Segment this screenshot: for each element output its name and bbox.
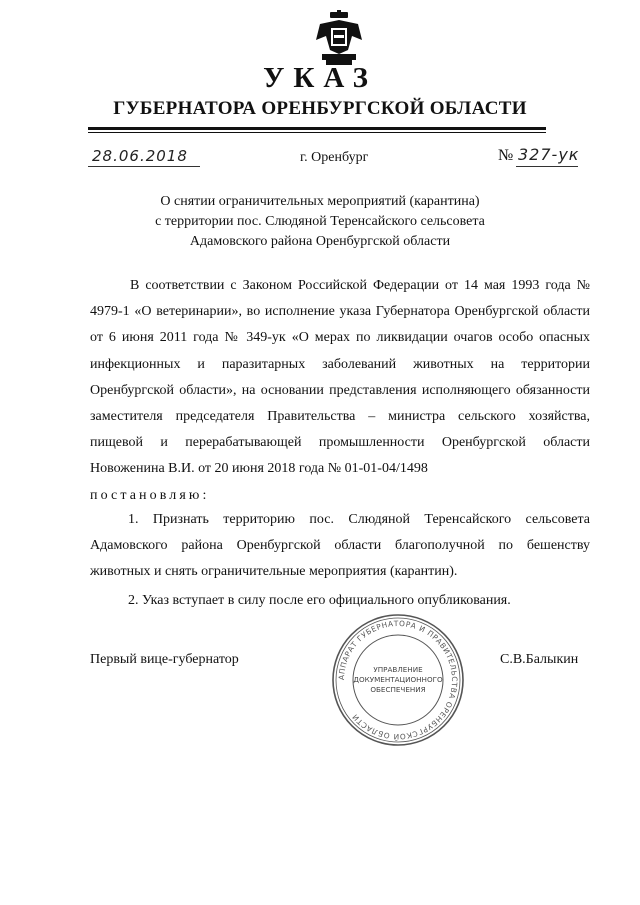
stamp-center-line: УПРАВЛЕНИЕ bbox=[373, 665, 423, 674]
signer-title: Первый вице-губернатор bbox=[90, 652, 239, 667]
official-stamp-icon bbox=[330, 612, 466, 748]
decree-word: постановляю: bbox=[90, 487, 210, 503]
signer-name: С.В.Балыкин bbox=[500, 652, 579, 667]
document-title: УКАЗ bbox=[263, 62, 377, 94]
header-rule-thin bbox=[88, 132, 546, 133]
coat-of-arms-icon bbox=[312, 10, 366, 66]
preamble-paragraph: В соответствии с Законом Российской Федерации от 14 мая 1993 года № 4979-1 «О ветеринарии», во исполнение указа Губернатора Оренбургской области от 6 июня 2011 года № 349-ук «О мерах по ликвидации очагов особо опасных инфекционных и паразитарных заболеваний животных на территории Оренбургской области», на основании представления исполняющего обязанности заместителя председателя Правительства – министра сельского хозяйства, пищевой и перерабатывающей промышленности Оренбургской области Новоженина В.И. от 20 июня 2018 года № 01-01-04/1498 bbox=[90, 278, 590, 477]
decree-city: г. Оренбург bbox=[300, 150, 369, 165]
operative-item: 1. Признать территорию пос. Слюдяной Теренсайского сельсовета Адамовского района Оренбургской области благополучной по бешенству животных и снять ограничительные мероприятия (карантин). bbox=[90, 512, 590, 580]
stamp-center-line: ОБЕСПЕЧЕНИЯ bbox=[370, 685, 426, 694]
preamble-block bbox=[90, 273, 590, 509]
number-label: № bbox=[498, 147, 514, 164]
operative-item: 2. Указ вступает в силу после его официального опубликования. bbox=[128, 593, 511, 608]
date-underline bbox=[88, 166, 200, 167]
decree-date: 28.06.2018 bbox=[92, 147, 188, 165]
number-underline bbox=[516, 166, 578, 167]
operative-block bbox=[90, 507, 590, 586]
stamp-ring-text: АППАРАТ ГУБЕРНАТОРА И ПРАВИТЕЛЬСТВА ОРЕНБУРГСКОЙ ОБЛАСТИ bbox=[336, 618, 460, 742]
decree-subject bbox=[0, 192, 640, 252]
subject-line: Адамовского района Оренбургской области bbox=[189, 234, 451, 249]
header-rule-thick bbox=[88, 127, 546, 130]
subject-line: О снятии ограничительных мероприятий (карантина) bbox=[160, 194, 480, 209]
subject-line: с территории пос. Слюдяной Теренсайского сельсовета bbox=[155, 214, 485, 229]
stamp-center-line: ДОКУМЕНТАЦИОННОГО bbox=[353, 675, 443, 684]
decree-number: 327-ук bbox=[518, 145, 580, 164]
document-subtitle: ГУБЕРНАТОРА ОРЕНБУРГСКОЙ ОБЛАСТИ bbox=[113, 98, 527, 119]
operative-block-2 bbox=[90, 588, 590, 614]
